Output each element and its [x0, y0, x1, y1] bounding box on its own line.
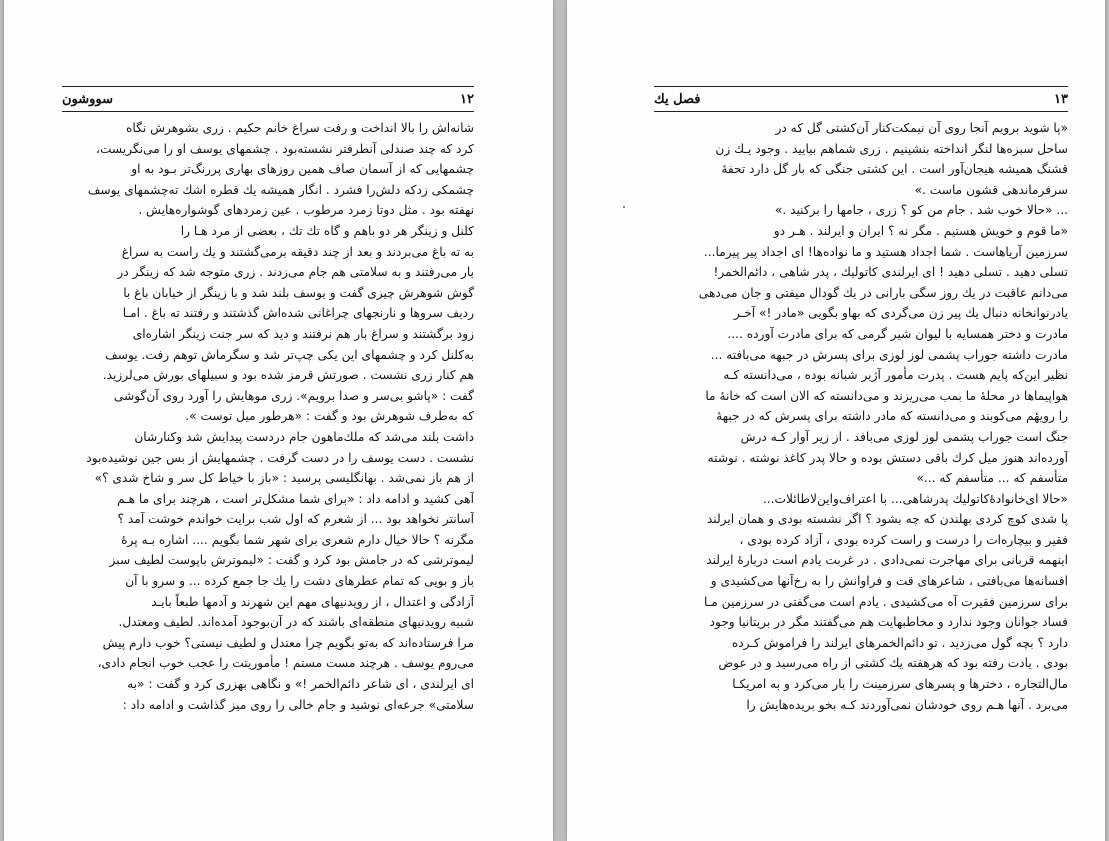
right-chapter-title: فصل يك: [654, 91, 701, 107]
left-body-text: [62, 118, 474, 715]
text-line: ساحل سبزه‌ها لنگر انداخته بنشینیم . زری شماهم بیایید . وجود یـك زن: [715, 141, 1068, 156]
text-line: آورده‌اند هنوز میل کرك باقی دستش بوده و حالا پدر کاغذ نوشته . نوشته: [707, 450, 1068, 465]
text-line: برای سرزمین فقیرت آه می‌کشیدی . یادم است می‌گفتی در سرزمین مـا: [703, 594, 1068, 609]
text-line: بار می‌رفتند و به سلامتی هم جام می‌زدند . زری متوجه شد که زینگر در: [117, 265, 474, 280]
text-line: چشمهایی که از آسمان صاف همین روزهای بهاری پررنگ‌تر بـود به او: [131, 162, 474, 177]
text-line: مال‌التجاره ، دخترها و پسرهای سرزمینت را بار می‌کرد و به امریکـا: [732, 677, 1068, 692]
text-line: مرا فرستاده‌اند که به‌تو بگویم چرا معتدل و لطیف نیستی؟ خوب دارم پیش: [102, 635, 474, 650]
text-line: دارد ؟ بچه گول می‌زدید . تو دائم‌الخمرهای ایرلند را فراموش کـرده: [731, 635, 1068, 650]
text-line: می‌برد . آنها هـم روی خودشان نمی‌آوردند کـه بخو بریده‌هایش را: [746, 697, 1068, 712]
left-book-title: سووشون: [62, 91, 114, 107]
text-line: تسلی دهید . تسلی دهید ! ای ایرلندی کاتولیك ، پدر شاهی ، دائم‌الخمر!: [713, 265, 1068, 280]
right-page: [567, 0, 1105, 841]
text-line: آزادگی و اعتدال ، از رویدنیهای مهم این شهرند و آدمها طبعاً بایـد: [151, 594, 474, 609]
left-running-head: [62, 86, 474, 112]
text-line: متأسفم که ... متأسفم که ...»: [916, 471, 1068, 486]
text-line: هم کنار زری نشست . صورتش قرمز شده بود و سبیلهای بورش می‌لرزید.: [102, 368, 474, 383]
text-line: زود برگشتند و سراغ بار هم نرفتند و دید که سر جنت زینگر اشاره‌ای: [132, 326, 474, 341]
text-line: به‌کلنل کرد و چشمهای این یکی چپ‌تر شد و سگرماش توهم رفت. یوسف: [105, 347, 474, 362]
text-line: سرفرماندهی قشون ماست .»: [914, 182, 1068, 197]
text-line: از هم باز نمی‌شد . بهانگلیسی پرسید : «باز با خیاط کل سر و شاخ شدی ؟»: [94, 471, 474, 486]
text-line: قشنگ همیشه هیجان‌آور است . این کشتی جنگی که بار گل دارد تحفهٔ: [721, 162, 1068, 177]
scan-speck: [623, 206, 625, 208]
text-line: اینهمه قربانی برای مهاجرت نمی‌دادی . در غربت یادم است دربارهٔ ایرلند: [706, 553, 1068, 568]
text-line: فساد جوانان وجود ندارد و مخاطبهایت هم می‌گفتند مگر در بریتانیا وجود: [709, 615, 1068, 630]
right-page-number: ۱۳: [1054, 91, 1068, 107]
text-line: ... «حالا خوب شد . جام من کو ؟ زری ، جامها را برکنید .»: [774, 203, 1068, 218]
text-line: لیموترشی که در جامش بود کرد و گفت : «لیموترش باپوست لطیف سبز: [109, 553, 474, 568]
text-line: کرد که چند صندلی آنطرفتر نشسته‌بود . چشمهای یوسف او را می‌نگریست،: [96, 141, 474, 156]
text-line: ای ایرلندی ، ای شاعر دائم‌الخمر !» و نگاهی بهزری کرد و گفت : «به: [127, 677, 474, 692]
text-line: را رویهٔم می‌کوبند و می‌دانسته که مادر داشته برای پسرش که در جبههٔ: [716, 409, 1068, 424]
text-line: مادرت داشته جوراب پشمی لوز لوزی برای پسرش در جبهه می‌بافته ...: [710, 347, 1068, 362]
text-line: افسانه‌ها می‌بافتی ، شاعرهای قت و فراوانش را به رخ‌آنها می‌کشیدی و: [710, 574, 1068, 589]
text-line: که به‌طرف شوهرش بود و گفت : «هرطور میل توست ».: [185, 409, 474, 424]
text-line: نشست . دست یوسف را در دست گرفت . چشمهایش از بس جین نوشیده‌بود: [86, 450, 474, 465]
text-line: نظیر این‌که پایم هست . پدرت مأمور آژیر شبانه بوده ، می‌دانسته کـه: [723, 368, 1068, 383]
text-line: پا شدی کوچ کردی بهلندن که چه بشود ؟ اگر نشسته بودی و همان ایرلند: [706, 512, 1068, 527]
left-page: [4, 0, 553, 841]
text-line: فقیر و بیچاره‌ات را درست و راست کرده بودی ، آزاد کرده بودی ،: [739, 532, 1068, 547]
text-line: گوش شوهرش چیزی گفت و یوسف بلند شد و با زینگر از خیابان باغ با: [123, 285, 474, 300]
text-line: کلنل و زینگر هر دو باهم و گاه تك تك ، بعضی از مرد هـا را: [180, 223, 474, 238]
text-line: یادرنوانخانه دنبال یك پیر زن می‌گردی که بهاو بگویی «مادر !» آخـر: [733, 306, 1068, 321]
text-line: هواپیماها در محلهٔ ما بمب می‌ریزند و می‌دانسته که الان است که خانهٔ ما: [705, 388, 1068, 403]
text-line: باز و بویی که تمام عطرهای دشت را یك جا جمع کرده ... و سرو با آن: [125, 574, 474, 589]
right-running-head: [654, 86, 1068, 112]
text-line: «پا شوید برویم آنجا روی آن نیمکت‌کنار آن‌کشتی گل که در: [775, 121, 1068, 135]
text-line: سرزمین آریاهاست . شما اجداد هستید و ما نواده‌ها! ای اجداد پیر پیرما...: [703, 244, 1068, 259]
text-line: «ما قوم و خویش هستیم . مگر نه ؟ ایران و ایرلند . هـر دو: [773, 223, 1068, 238]
text-line: جنگ است جوراب پشمی لوز لوزی می‌بافد . از زیر آوار کـه درش: [740, 429, 1068, 444]
text-line: می‌دانم عاقبت در یك روز سگی بارانی در یك گودال میفتی و جان می‌دهی: [698, 285, 1068, 300]
text-line: آهی کشید و ادامه داد : «برای شما مشکل‌تر است ، هرچند برای ما هـم: [116, 491, 474, 506]
text-line: مادرت و دختر همسایه با لیوان شیر گرمی که برای مادرت آورده ....: [727, 326, 1068, 341]
text-line: سلامتی» جرعه‌ای نوشید و جام خالی را روی میز گذاشت و ادامه داد :: [122, 697, 474, 712]
text-line: چشمکی زدکه دلش‌را فشرد . انگار همیشه یك قطره اشك ته‌چشمهای یوسف: [87, 182, 474, 197]
text-line: می‌روم یوسف . هرچند مست مستم ! مأموریتت را عجب خوب انجام دادی،: [97, 656, 474, 671]
text-line: شانه‌اش را بالا انداخت و رفت سراغ خانم حکیم . زری بشوهرش نگاه: [126, 121, 474, 135]
text-line: داشت بلند می‌شد که ملك‌ماهون جام دردست پیدایش شد وکنارشان: [134, 429, 474, 444]
text-line: آسانتر نخواهد بود ... از شعرم که اول شب برایت خواندم خوشت آمد ؟: [117, 512, 474, 527]
text-line: گفت : «پاشو بی‌سر و صدا برویم». زری موهایش را آورد روی آن‌گوشی: [113, 388, 474, 403]
left-page-number: ۱۲: [460, 91, 474, 107]
text-line: به ته باغ می‌بردند و بعد از چند دقیقه برمی‌گشتند و یك راست به سراغ: [121, 244, 474, 259]
text-line: «حالا ای‌خانوادهٔ‌کاتولیك پدرشاهی... با اعتراف‌واین‌لاطائلات...: [762, 491, 1068, 506]
text-line: نهفته بود . مثل دوتا زمرد مرطوب . عین زمردهای گوشواره‌هایش .: [138, 203, 474, 218]
text-line: شبیه رویدنیهای منطقه‌ای باشند که در آن‌بوجود آمده‌اند. لطیف ومعتدل.: [118, 615, 474, 630]
text-line: مگرنه ؟ حالا خیال دارم شعری برای شهر شما بگویم .... اشاره بـه پرهٔ: [121, 532, 474, 547]
text-line: بودی . یادت رفته بود که هرهفته یك کشتی از راه می‌رسید و در عوض: [718, 656, 1068, 671]
right-body-text: [654, 118, 1068, 715]
text-line: ردیف سروها و نارنجهای چراغانی شده‌اش گذشتند و رفتند ته باغ . امـا: [122, 306, 474, 321]
